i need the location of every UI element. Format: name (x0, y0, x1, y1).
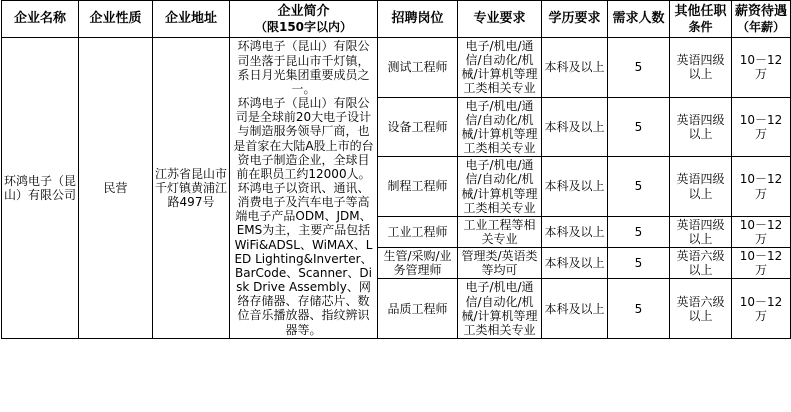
major-requirement-cell: 电子/机电/通信/自动化/机械/计算机等理工类相关专业 (458, 157, 542, 217)
job-title-cell: 工业工程师 (378, 216, 458, 247)
header-company-name-label: 企业名称 (13, 11, 66, 27)
major-requirement-cell: 电子/机电/通信/自动化/机械/计算机等理工类相关专业 (458, 97, 542, 157)
company-intro-paragraph: 环鸿电子以资讯、通讯、消费电子及汽车电子等高端电子产品ODM、JDM、EMS为主，主要产品包括WiFi&ADSL、WiMAX、LED Lighting&Inverter、BarCode、Scanner、Disk Drive Assembly、网络存储器、存储芯片、数位音乐播放器、指纹辨识器等。 (234, 180, 373, 337)
salary-cell: 10－12万 (732, 216, 791, 247)
other-requirement-cell: 英语四级以上 (670, 37, 732, 97)
company-intro-paragraph: 环鸿电子（昆山）有限公司坐落于昆山市千灯镇，系日月光集团重要成员之一。 (237, 39, 370, 96)
company-name-cell: 环鸿电子（昆山）有限公司 (2, 37, 79, 338)
header-salary (732, 1, 791, 38)
job-title-cell: 生管/采购/业务管理师 (378, 248, 458, 279)
education-requirement-cell: 本科及以上 (542, 97, 608, 157)
recruitment-table (1, 0, 791, 339)
salary-cell: 10－12万 (732, 248, 791, 279)
job-title-cell: 测试工程师 (378, 37, 458, 97)
education-requirement-cell: 本科及以上 (542, 216, 608, 247)
salary-cell: 10－12万 (732, 37, 791, 97)
major-requirement-cell: 工业工程等相关专业 (458, 216, 542, 247)
company-address-cell: 江苏省昆山市千灯镇黄浦江路497号 (153, 37, 230, 338)
header-other-requirements-label: 其他任职 (674, 4, 727, 19)
header-other-requirements (670, 1, 732, 38)
company-intro-paragraph: 环鸿电子（昆山）有限公司是全球前20大电子设计与制造服务领导厂商，也是首家在大陆A股上市的台资电子制造企业，全球目前在职员工约12000人。 (233, 96, 374, 181)
education-requirement-cell: 本科及以上 (542, 37, 608, 97)
education-requirement-cell: 本科及以上 (542, 157, 608, 217)
header-salary-sublabel: （年薪） (736, 19, 785, 34)
salary-cell: 10－12万 (732, 279, 791, 339)
header-company-intro-label: 企业简介 (277, 4, 330, 19)
other-requirement-cell: 英语六级以上 (670, 279, 732, 339)
other-requirement-cell: 英语四级以上 (670, 216, 732, 247)
other-requirement-cell: 英语六级以上 (670, 248, 732, 279)
major-requirement-cell: 电子/机电/通信/自动化/机械/计算机等理工类相关专业 (458, 279, 542, 339)
table-row (2, 37, 791, 97)
header-company-type (79, 1, 153, 38)
job-title-cell: 设备工程师 (378, 97, 458, 157)
headcount-cell: 5 (608, 248, 670, 279)
major-requirement-cell: 管理类/英语类等均可 (458, 248, 542, 279)
headcount-cell: 5 (608, 216, 670, 247)
header-job-title-label: 招聘岗位 (391, 11, 444, 27)
table-header-row (2, 1, 791, 38)
header-company-address (153, 1, 230, 38)
education-requirement-cell: 本科及以上 (542, 248, 608, 279)
header-education-label: 学历要求 (548, 11, 601, 27)
header-salary-label: 薪资待遇 (734, 4, 787, 19)
job-title-cell: 品质工程师 (378, 279, 458, 339)
header-other-requirements-sublabel: 条件 (688, 19, 713, 34)
header-headcount-label: 需求人数 (612, 11, 665, 27)
header-company-type-label: 企业性质 (89, 11, 142, 27)
major-requirement-cell: 电子/机电/通信/自动化/机械/计算机等理工类相关专业 (458, 37, 542, 97)
education-requirement-cell: 本科及以上 (542, 279, 608, 339)
table-body (2, 37, 791, 338)
header-company-intro-sublabel: （限150字以内） (254, 19, 353, 34)
other-requirement-cell: 英语四级以上 (670, 157, 732, 217)
salary-cell: 10－12万 (732, 97, 791, 157)
other-requirement-cell: 英语四级以上 (670, 97, 732, 157)
header-education (542, 1, 608, 38)
headcount-cell: 5 (608, 157, 670, 217)
company-intro-cell (230, 37, 378, 338)
header-headcount (608, 1, 670, 38)
company-type-cell: 民营 (79, 37, 153, 338)
header-job-title (378, 1, 458, 38)
header-major (458, 1, 542, 38)
headcount-cell: 5 (608, 37, 670, 97)
header-company-intro (230, 1, 378, 38)
salary-cell: 10－12万 (732, 157, 791, 217)
header-major-label: 专业要求 (473, 11, 526, 27)
header-company-name (2, 1, 79, 38)
headcount-cell: 5 (608, 97, 670, 157)
headcount-cell: 5 (608, 279, 670, 339)
job-title-cell: 制程工程师 (378, 157, 458, 217)
header-company-address-label: 企业地址 (164, 11, 217, 27)
